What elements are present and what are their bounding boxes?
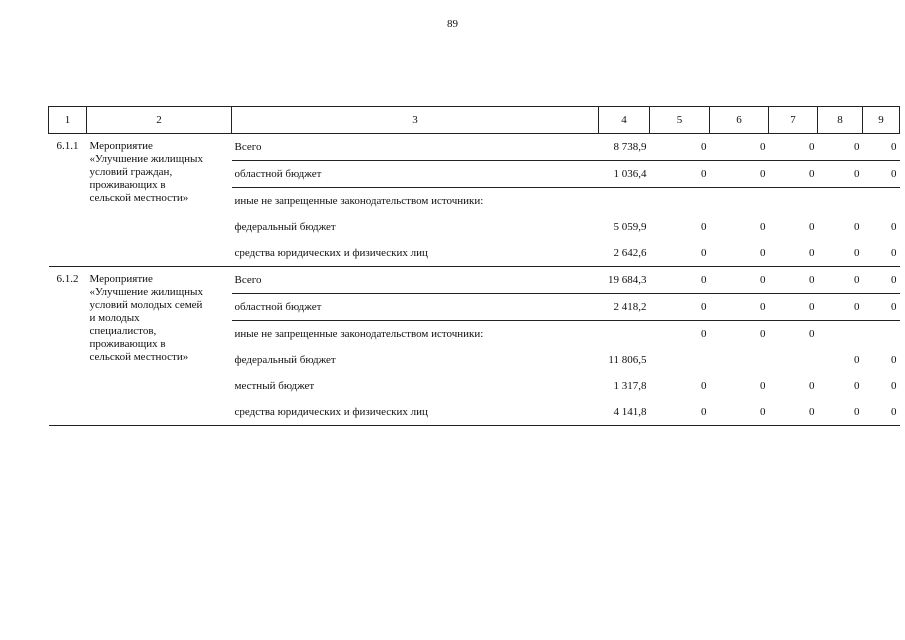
value-cell: 0 [701, 327, 707, 340]
value-cell: 0 [710, 399, 769, 426]
value-cell: 0 [650, 399, 710, 426]
header-cell: 2 [87, 107, 232, 134]
item-name-line: Мероприятие [89, 140, 153, 152]
header-row [49, 107, 900, 134]
value-cell: 0 [809, 379, 815, 392]
value-cell [710, 188, 769, 215]
value-cell [863, 321, 900, 348]
budget-table [48, 106, 900, 426]
header-cell: 3 [232, 107, 599, 134]
value-cell: 4 141,8 [599, 399, 650, 426]
source-cell: областной бюджет [232, 294, 599, 321]
item-name [87, 267, 232, 426]
value-cell: 0 [809, 327, 815, 340]
item-name-line: условий граждан, [89, 166, 173, 178]
value-cell: 0 [650, 240, 710, 267]
value-cell: 19 684,3 [599, 267, 650, 294]
value-cell: 0 [650, 161, 710, 188]
value-cell: 0 [710, 134, 769, 161]
source-cell: федеральный бюджет [234, 220, 336, 233]
value-cell [818, 188, 863, 215]
source-cell: федеральный бюджет [234, 353, 336, 366]
item-name-line: и молодых [89, 312, 140, 324]
value-cell: 0 [710, 294, 769, 321]
value-cell: 0 [769, 240, 818, 267]
table-row [49, 134, 900, 161]
header-cell: 7 [769, 107, 818, 134]
value-cell: 0 [650, 267, 710, 294]
header-cell: 6 [710, 107, 769, 134]
value-cell: 2 418,2 [599, 294, 650, 321]
value-cell: 0 [710, 240, 769, 267]
value-cell [863, 188, 900, 215]
value-cell [650, 347, 710, 373]
item-code: 6.1.1 [49, 134, 87, 267]
value-cell: 0 [650, 294, 710, 321]
value-cell: 11 806,5 [608, 353, 647, 366]
value-cell: 0 [769, 134, 818, 161]
value-cell: 0 [863, 399, 900, 426]
source-cell: средства юридических и физических лиц [232, 399, 599, 426]
value-cell: 0 [818, 267, 863, 294]
item-name-line: сельской местности» [89, 192, 189, 204]
value-cell: 5 059,9 [613, 220, 647, 233]
value-cell: 0 [769, 399, 818, 426]
value-cell: 0 [769, 267, 818, 294]
value-cell: 0 [710, 267, 769, 294]
value-cell: 0 [863, 240, 900, 267]
value-cell: 2 642,6 [599, 240, 650, 267]
value-cell: 0 [760, 379, 766, 392]
source-cell: иные не запрещенные законодательством источники: [234, 327, 484, 340]
value-cell: 1 036,4 [599, 161, 650, 188]
value-cell: 0 [863, 161, 900, 188]
header-cell: 5 [650, 107, 710, 134]
value-cell: 0 [809, 220, 815, 233]
value-cell: 0 [891, 220, 897, 233]
source-cell: Всего [232, 134, 599, 161]
value-cell: 0 [650, 134, 710, 161]
item-name-line: условий молодых семей [89, 299, 203, 311]
value-cell [710, 347, 769, 373]
source-cell: Всего [232, 267, 599, 294]
table-row [49, 267, 900, 294]
value-cell: 0 [854, 353, 860, 366]
item-name-line: сельской местности» [89, 351, 189, 363]
value-cell [818, 321, 863, 348]
value-cell: 0 [891, 353, 897, 366]
value-cell [599, 188, 650, 215]
value-cell: 0 [701, 220, 707, 233]
value-cell: 8 738,9 [599, 134, 650, 161]
header-cell: 1 [49, 107, 87, 134]
value-cell: 0 [854, 379, 860, 392]
header-cell: 9 [863, 107, 900, 134]
value-cell: 0 [818, 399, 863, 426]
source-cell: средства юридических и физических лиц [232, 240, 599, 267]
value-cell: 0 [818, 134, 863, 161]
value-cell [599, 321, 650, 348]
value-cell: 0 [863, 134, 900, 161]
source-cell: местный бюджет [234, 379, 315, 392]
value-cell: 0 [769, 161, 818, 188]
item-name-line: проживающих в [89, 179, 166, 191]
header-cell: 4 [599, 107, 650, 134]
value-cell: 0 [760, 327, 766, 340]
value-cell: 1 317,8 [613, 379, 647, 392]
item-name-line: проживающих в [89, 338, 166, 350]
item-code: 6.1.2 [49, 267, 87, 426]
item-name-line: Мероприятие [89, 273, 153, 285]
value-cell: 0 [891, 379, 897, 392]
value-cell: 0 [760, 220, 766, 233]
value-cell: 0 [701, 379, 707, 392]
page-number: 89 [447, 18, 458, 30]
value-cell: 0 [769, 294, 818, 321]
value-cell: 0 [818, 294, 863, 321]
value-cell: 0 [863, 267, 900, 294]
item-name-line: специалистов, [89, 325, 157, 337]
value-cell: 0 [818, 161, 863, 188]
header-cell: 8 [818, 107, 863, 134]
value-cell: 0 [818, 240, 863, 267]
value-cell: 0 [854, 220, 860, 233]
value-cell: 0 [710, 161, 769, 188]
value-cell: 0 [863, 294, 900, 321]
item-name [87, 134, 232, 267]
item-name-line: «Улучшение жилищных [89, 153, 203, 165]
source-cell: иные не запрещенные законодательством источники: [234, 194, 484, 207]
source-cell: областной бюджет [232, 161, 599, 188]
value-cell [769, 347, 818, 373]
value-cell [769, 188, 818, 215]
value-cell [650, 188, 710, 215]
item-name-line: «Улучшение жилищных [89, 286, 203, 298]
